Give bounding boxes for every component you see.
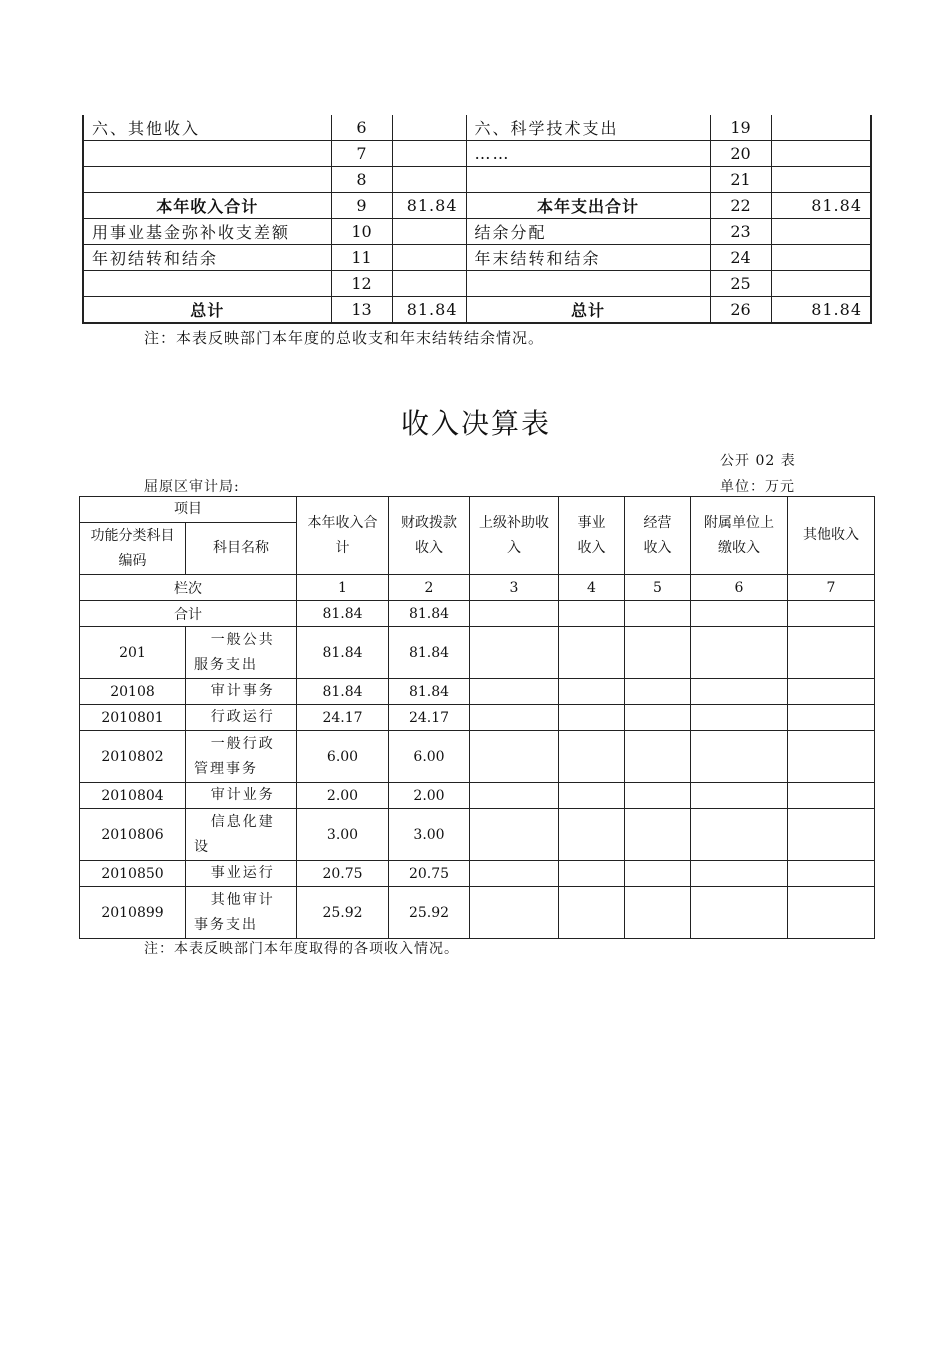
table-row [80,731,875,783]
left-item-label [83,141,331,167]
subject-name-text: 事业运行 [210,865,275,881]
empty-cell [691,705,788,731]
total-label: 合计 [80,601,297,627]
total-amount: 6.00 [297,731,389,783]
table-row [80,783,875,809]
empty-cell [470,731,559,783]
empty-cell [788,601,875,627]
total-amount: 25.92 [297,887,389,939]
income-statement-table [79,496,875,939]
empty-cell [470,783,559,809]
left-amount [392,271,466,297]
empty-cell [559,627,625,679]
left-item-label: 年初结转和结余 [83,245,331,271]
empty-cell [559,809,625,861]
right-item-label: 本年支出合计 [466,193,710,219]
summary-row [83,219,871,245]
right-line-number: 22 [710,193,771,219]
left-item-label [83,167,331,193]
header-row-1 [80,497,875,523]
left-item-label: 用事业基金弥补收支差额 [83,219,331,245]
summary-row [83,193,871,219]
subject-name [186,861,297,887]
summary-row [83,271,871,297]
empty-cell [691,731,788,783]
left-item-label: 六、其他收入 [83,115,331,141]
left-line-number: 10 [331,219,392,245]
empty-cell [788,705,875,731]
empty-cell [559,861,625,887]
empty-cell [470,887,559,939]
right-item-label: 结余分配 [466,219,710,245]
empty-cell [470,861,559,887]
left-line-number: 11 [331,245,392,271]
subject-name-text: 行政运行 [210,709,275,725]
empty-cell [788,679,875,705]
right-line-number: 24 [710,245,771,271]
left-line-number: 13 [331,297,392,324]
subject-name [186,731,297,783]
empty-cell [788,627,875,679]
subject-name [186,679,297,705]
empty-cell [625,601,691,627]
empty-cell [559,783,625,809]
empty-cell [788,809,875,861]
function-code: 2010899 [80,887,186,939]
left-amount [392,219,466,245]
right-line-number: 26 [710,297,771,324]
header-superior-subsidy: 上级补助收入 [470,497,559,575]
fiscal-amount: 81.84 [389,627,470,679]
fiscal-amount: 25.92 [389,887,470,939]
total-amount: 24.17 [297,705,389,731]
empty-cell [470,809,559,861]
right-item-label: 年末结转和结余 [466,245,710,271]
total-amount: 20.75 [297,861,389,887]
subject-name-text: 其他审计事务支出 [194,891,275,933]
empty-cell [625,783,691,809]
left-line-number: 8 [331,167,392,193]
right-line-number: 21 [710,167,771,193]
left-line-number: 9 [331,193,392,219]
summary-row [83,245,871,271]
left-amount [392,245,466,271]
header-fiscal-appropriation: 财政拨款收入 [389,497,470,575]
total-fiscal-amount: 81.84 [389,601,470,627]
summary-row [83,297,871,324]
right-line-number: 23 [710,219,771,245]
empty-cell [788,783,875,809]
subject-name [186,783,297,809]
total-amount: 3.00 [297,809,389,861]
empty-cell [625,679,691,705]
right-item-label [466,271,710,297]
summary-table-note: 注：本表反映部门本年度的总收支和年末结转结余情况。 [144,329,545,347]
left-line-number: 6 [331,115,392,141]
subject-name [186,627,297,679]
function-code: 2010801 [80,705,186,731]
fiscal-amount: 2.00 [389,783,470,809]
function-code: 2010804 [80,783,186,809]
header-function-code: 功能分类科目编码 [80,523,186,575]
form-number: 公开 02 表 [720,453,796,469]
subject-name-text: 一般行政管理事务 [194,735,275,777]
function-code: 2010802 [80,731,186,783]
subject-name-text: 审计事务 [210,683,275,699]
empty-cell [625,705,691,731]
right-amount [771,245,871,271]
empty-cell [788,731,875,783]
column-number-row [80,575,875,601]
subject-name-text: 一般公共服务支出 [194,631,275,673]
right-item-label: 六、科学技术支出 [466,115,710,141]
subject-name-text: 审计业务 [210,787,275,803]
header-business-income: 事业收入 [559,497,625,575]
right-amount [771,141,871,167]
empty-cell [559,731,625,783]
empty-cell [691,601,788,627]
right-line-number: 20 [710,141,771,167]
empty-cell [470,601,559,627]
total-amount: 2.00 [297,783,389,809]
function-code: 20108 [80,679,186,705]
column-number: 4 [559,575,625,601]
column-number: 1 [297,575,389,601]
left-line-number: 12 [331,271,392,297]
income-table-note: 注：本表反映部门本年度取得的各项收入情况。 [144,941,459,957]
column-number: 5 [625,575,691,601]
income-expense-summary-table [82,115,872,324]
empty-cell [691,809,788,861]
left-line-number: 7 [331,141,392,167]
header-total-income: 本年收入合计 [297,497,389,575]
right-line-number: 19 [710,115,771,141]
total-row [80,601,875,627]
empty-cell [625,731,691,783]
empty-cell [559,887,625,939]
right-amount [771,271,871,297]
empty-cell [788,887,875,939]
header-other-income: 其他收入 [788,497,875,575]
empty-cell [625,627,691,679]
table-row [80,809,875,861]
empty-cell [559,705,625,731]
department-name: 屈原区审计局: [144,479,240,495]
table-row [80,887,875,939]
right-item-label [466,167,710,193]
left-item-label: 总计 [83,297,331,324]
table-row [80,861,875,887]
left-amount [392,141,466,167]
fiscal-amount: 81.84 [389,679,470,705]
function-code: 2010806 [80,809,186,861]
empty-cell [470,679,559,705]
column-number: 7 [788,575,875,601]
summary-row [83,167,871,193]
empty-cell [625,809,691,861]
table-row [80,705,875,731]
empty-cell [625,861,691,887]
empty-cell [625,887,691,939]
function-code: 201 [80,627,186,679]
empty-cell [691,783,788,809]
left-item-label [83,271,331,297]
subject-name [186,705,297,731]
empty-cell [691,679,788,705]
left-amount [392,167,466,193]
right-line-number: 25 [710,271,771,297]
summary-row [83,115,871,141]
subject-name-text: 信息化建设 [194,813,275,855]
fiscal-amount: 6.00 [389,731,470,783]
right-item-label: 总计 [466,297,710,324]
column-number-label: 栏次 [80,575,297,601]
subject-name [186,887,297,939]
fiscal-amount: 3.00 [389,809,470,861]
right-amount [771,219,871,245]
empty-cell [691,627,788,679]
empty-cell [559,679,625,705]
column-number: 6 [691,575,788,601]
right-amount [771,115,871,141]
left-amount: 81.84 [392,297,466,324]
summary-row [83,141,871,167]
right-amount: 81.84 [771,193,871,219]
fiscal-amount: 24.17 [389,705,470,731]
subject-name [186,809,297,861]
page-title: 收入决算表 [400,407,551,440]
right-amount: 81.84 [771,297,871,324]
right-item-label: …… [466,141,710,167]
function-code: 2010850 [80,861,186,887]
table-row [80,679,875,705]
empty-cell [691,861,788,887]
empty-cell [470,705,559,731]
left-amount: 81.84 [392,193,466,219]
right-amount [771,167,871,193]
empty-cell [470,627,559,679]
column-number: 2 [389,575,470,601]
fiscal-amount: 20.75 [389,861,470,887]
empty-cell [559,601,625,627]
header-affiliated-income: 附属单位上缴收入 [691,497,788,575]
empty-cell [691,887,788,939]
column-number: 3 [470,575,559,601]
table-row [80,627,875,679]
total-amount: 81.84 [297,679,389,705]
total-total-amount: 81.84 [297,601,389,627]
left-item-label: 本年收入合计 [83,193,331,219]
header-project: 项目 [80,497,297,523]
unit-label: 单位：万元 [720,479,795,495]
header-operating-income: 经营收入 [625,497,691,575]
empty-cell [788,861,875,887]
header-subject-name: 科目名称 [186,523,297,575]
left-amount [392,115,466,141]
total-amount: 81.84 [297,627,389,679]
